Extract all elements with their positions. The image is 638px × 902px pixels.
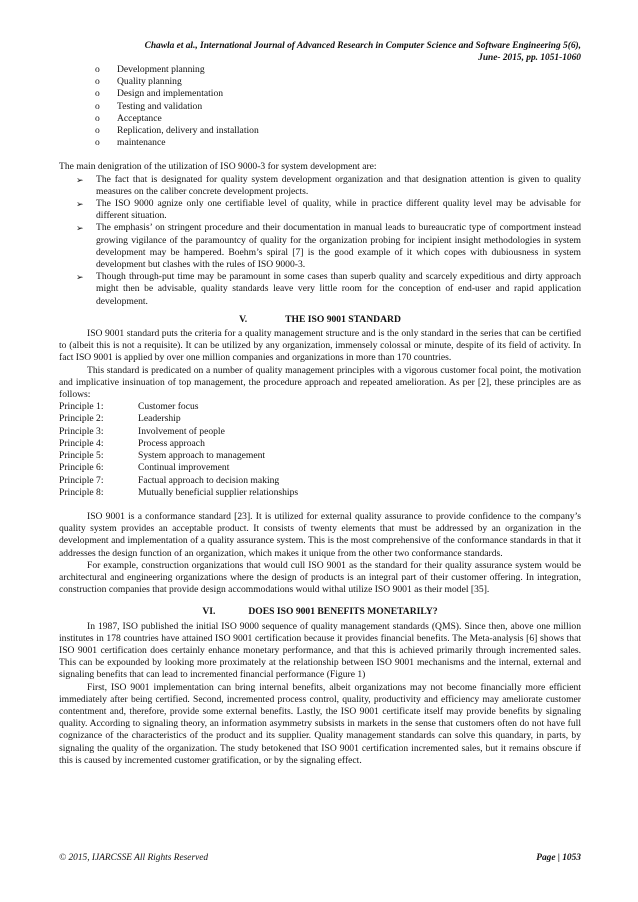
list-item: Principle 6: Continual improvement (59, 462, 230, 474)
list-item: Principle 4: Process approach (59, 437, 205, 449)
paragraph: First, ISO 9001 implementation can bring internal benefits, albeit organizations may not become financially more efficient immediately after being certified. Second, incremented process control, quality, productivity and efficiency may ameliorate customer contentment and, therefore, provide some external benefits. Lastly, the ISO 9001 certificate itself may provide benefits by signaling quality. According to signaling theory, an information asymmetry subsists in markets in the sense that customers often do not have full cognizance of the characteristics of the product and its supplier. Quality management standards can solve this quandary, in parts, by signaling the quality of the organization. The study betokened that ISO 9001 certification incremented sales, but it remains obscure if this is caused by incremented customer gratification, or by the signaling effect. (59, 681, 581, 766)
circle-bullet-icon: o (95, 64, 100, 75)
section-title: THE ISO 9001 STANDARD (285, 313, 401, 325)
paper-page (59, 0, 581, 902)
arrow-bullet-icon: ➢ (76, 272, 84, 283)
arrow-bullet-icon: ➢ (76, 174, 84, 185)
list-item: o Design and implementation (95, 88, 224, 100)
circle-bullet-icon: o (95, 125, 100, 137)
list-item: Principle 8: Mutually beneficial supplier relationships (59, 486, 299, 498)
running-header (59, 40, 581, 65)
paragraph: ISO 9001 is a conformance standard [23]. It is utilized for external quality assurance to provide confidence to the company’s quality system provides an acceptable product. It consists of twenty elements that must be addressed by an organization in the development and implementation of a quality assurance system. This is the most comprehensive of the conformance standards in that it addresses the design function of an organization, which makes it unique from the other two conformance standards. (59, 510, 581, 559)
list-item: o Replication, delivery and installation (95, 125, 259, 137)
list-item: ➢ Though through-put time may be paramount in some cases than superb quality and scarcely expeditious and dirty approach might then be advisable, quality standards leave very little room for the conception of end-user and rapid application development. (76, 271, 581, 307)
paragraph: For example, construction organizations that would cull ISO 9001 as the standard for their quality assurance system would be architectural and engineering organizations where the design of products is an integral part of their customer offering. In integration, construction companies that provide design accommodations would withal utilize ISO 9001 as their model [35]. (59, 559, 581, 596)
list-item: ➢ The emphasis’ on stringent procedure and their documentation in manual leads to bureaucratic type of comportment instead growing vigilance of the paramountcy of quality for the organization probing for incipient insight methodologies in system development may be hampered. Boehm’s spiral [7] is the good example of it which copes with dubiousness in system development but clashes with the rules of ISO 9000-3. (76, 222, 581, 271)
list-item: o Testing and validation (95, 100, 203, 112)
arrow-bullet-icon: ➢ (76, 199, 84, 210)
header-citation-line2: June- 2015, pp. 1051-1060 (478, 53, 581, 64)
paragraph: ISO 9001 standard puts the criteria for a quality management structure and is the only standard in the series that can be certified to (albeit this is not a requisite). It can be utilized by any organization, immensely colossal or minute, despite of its field of activity. In fact ISO 9001 is applied by over one million companies and organizations in more than 170 countries. (59, 328, 581, 364)
list-item: ➢ The ISO 9000 agnize only one certifiable level of quality, while in practice different quality level may be advisable for different situation. (76, 198, 581, 222)
section-number: V. (239, 313, 248, 325)
list-item: o Development planning (95, 64, 205, 75)
section-number: VI. (202, 606, 216, 618)
copyright-notice: © 2015, IJARCSSE All Rights Reserved (59, 853, 209, 863)
list-item: Principle 5: System approach to management (59, 450, 266, 462)
list-item: o Quality planning (95, 76, 182, 88)
arrow-bullet-icon: ➢ (76, 223, 84, 234)
header-citation-line1: Chawla et al., International Journal of Advanced Research in Computer Science and Software Engineering 5(6), (144, 41, 581, 51)
list-item: ➢ The fact that is designated for quality system development organization and that designation attention is given to quality measures on the caliber concrete development projects. (76, 173, 581, 197)
list-item: Principle 7: Factual approach to decision making (59, 474, 280, 486)
section-heading-iso9001 (59, 314, 581, 326)
paragraph: This standard is predicated on a number of quality management principles with a vigorous customer focal point, the motivation and implicative insinuation of top management, the procedure approach and repeated amelioration. As per [2], these principles are as follows: (59, 364, 581, 401)
body-content (59, 64, 581, 767)
page-footer (59, 852, 581, 864)
principles-list (59, 401, 581, 499)
section-title: DOES ISO 9001 BENEFITS MONETARILY? (248, 606, 438, 618)
list-item: Principle 3: Involvement of people (59, 425, 225, 437)
section-heading-benefits (59, 606, 581, 618)
phase-list (59, 64, 581, 149)
circle-bullet-icon: o (95, 88, 100, 100)
circle-bullet-icon: o (95, 100, 100, 112)
denigration-list (59, 174, 581, 308)
circle-bullet-icon: o (95, 137, 100, 149)
page-number: Page | 1053 (536, 853, 581, 863)
list-item: Principle 2: Leadership (59, 413, 181, 425)
circle-bullet-icon: o (95, 76, 100, 88)
paragraph: In 1987, ISO published the initial ISO 9000 sequence of quality management standards (QMS). Since then, above one million institutes in 178 countries have attained ISO 9001 certification because it provides financial benefits. The Meta-analysis [6] shows that ISO 9001 certification does certainly enhance monetary performance, and that this is achieved primarily through incremented sales. This can be expounded by looking more proximately at the relationship between ISO 9001 mechanisms and the internal, external and signaling benefits that can lead to incremented financial performance (Figure 1) (59, 620, 581, 681)
list-item: o maintenance (95, 137, 166, 149)
list-item: o Acceptance (95, 112, 162, 124)
circle-bullet-icon: o (95, 112, 100, 124)
denigration-intro: The main denigration of the utilization of ISO 9000-3 for system development are: (59, 161, 377, 173)
list-item: Principle 1: Customer focus (59, 401, 199, 413)
